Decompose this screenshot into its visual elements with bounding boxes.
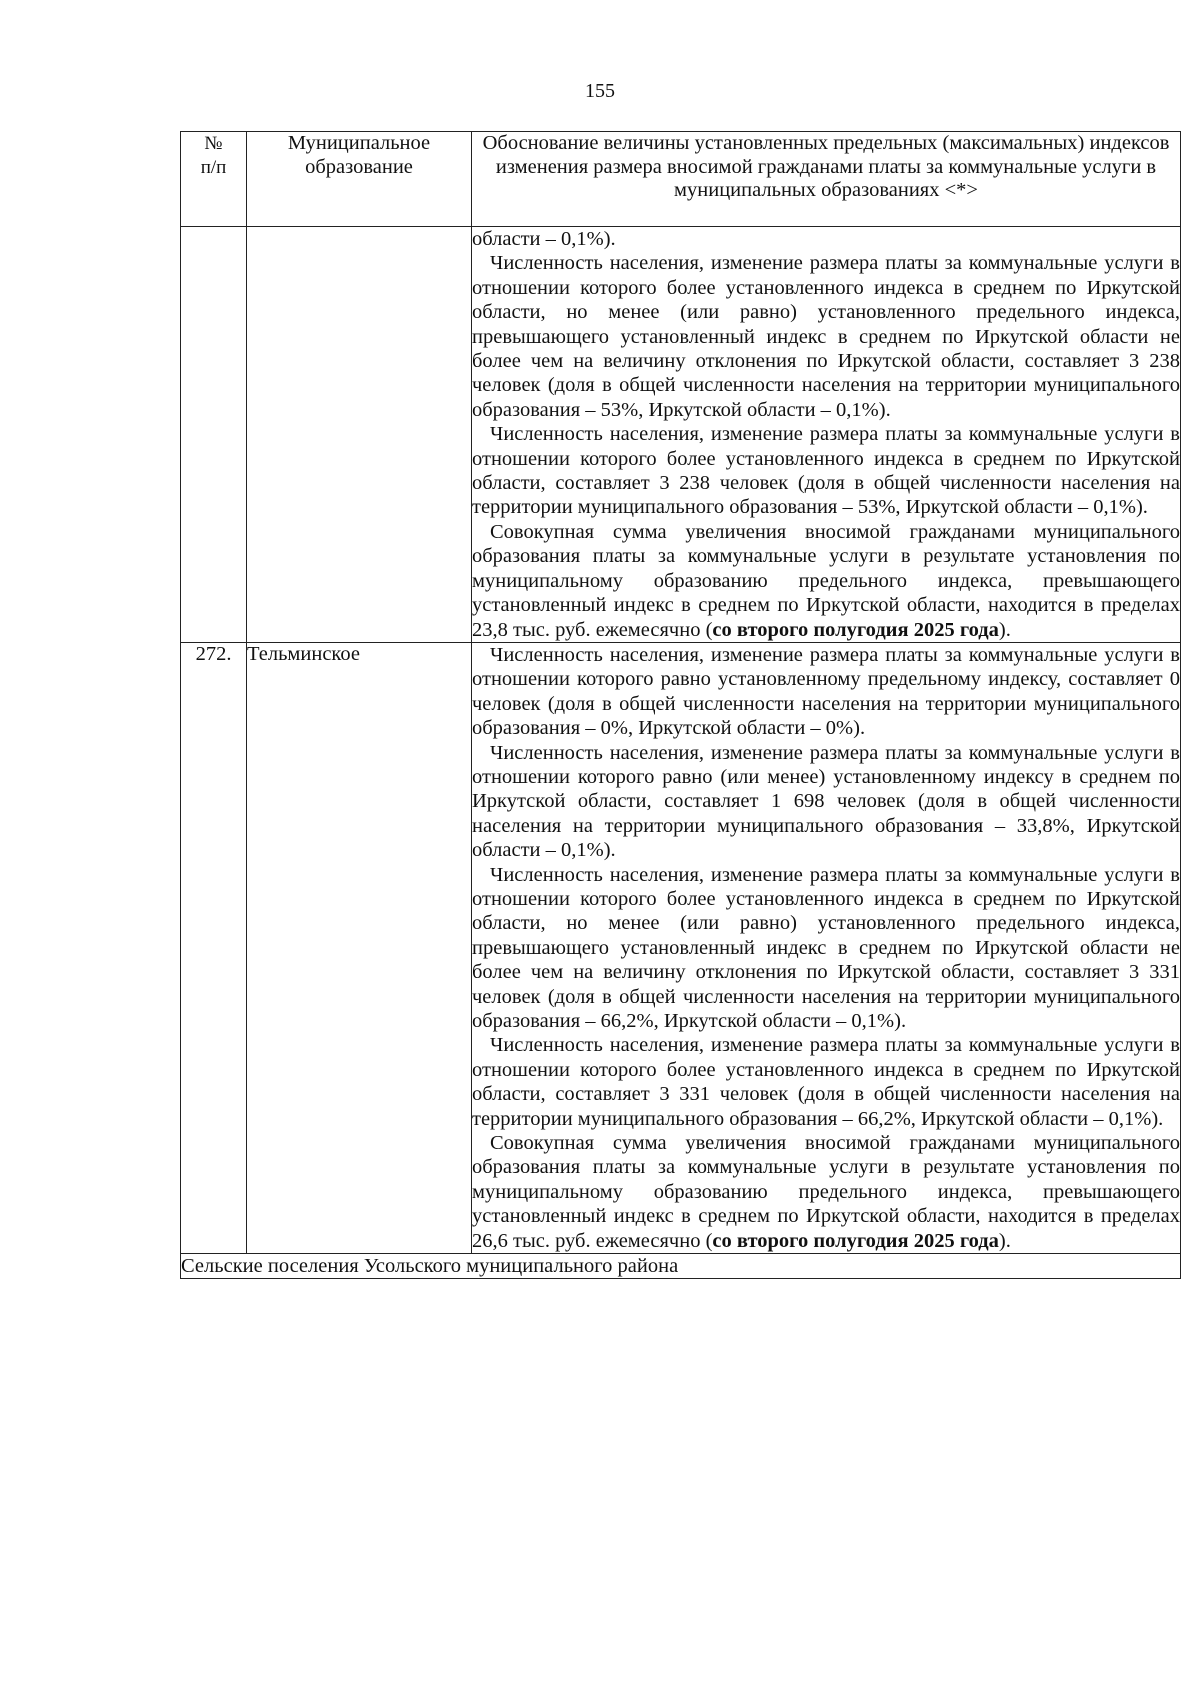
- justification-paragraph: [472, 1131, 1180, 1253]
- header-number: [181, 132, 247, 227]
- paragraph-text: области – 0,1%).: [472, 228, 616, 250]
- paragraph-text: Совокупная сумма увеличения вносимой гражданами муниципального образования платы за коммунальные услуги в результате установления по муниципальному образованию предельного индекса, превышающего установленный индекс в среднем по Иркутской области, находится в пределах 23,8 тыс. руб. ежемесячно (: [472, 520, 1180, 641]
- table-row: [181, 227, 1181, 643]
- paragraph-text: Совокупная сумма увеличения вносимой гражданами муниципального образования платы за коммунальные услуги в результате установления по муниципальному образованию предельного индекса, превышающего установленный индекс в среднем по Иркутской области, находится в пределах 26,6 тыс. руб. ежемесячно (: [472, 1132, 1180, 1252]
- justification-paragraph: [472, 422, 1180, 520]
- paragraph-text: Численность населения, изменение размера платы за коммунальные услуги в отношении которого более установленного индекса в среднем по Иркутской области, составляет 3 331 человек (доля в общей численности населения на территории муниципального образования – 66,2%, Иркутской области – 0,1%).: [472, 1034, 1180, 1130]
- row-number: [181, 227, 247, 643]
- justification-paragraph: [472, 251, 1180, 422]
- header-municipality-label: Муниципальное образование: [287, 132, 431, 178]
- paragraph-text: Численность населения, изменение размера платы за коммунальные услуги в отношении которого более установленного индекса в среднем по Иркутской области, но менее (или равно) установленного предельного индекса, превышающего установленный индекс в среднем по Иркутской области не более чем на величину отклонения по Иркутской области, составляет 3 331 человек (доля в общей численности населения на территории муниципального образования – 66,2%, Иркутской области – 0,1%).: [472, 863, 1180, 1032]
- paragraph-text: Численность населения, изменение размера платы за коммунальные услуги в отношении которого равно (или менее) установленному индексу в среднем по Иркутской области, составляет 1 698 человек (доля в общей численности населения на территории муниципального образования – 33,8%, Иркутской области – 0,1%).: [472, 741, 1180, 862]
- header-number-label: № п/п: [200, 133, 227, 178]
- justification-paragraph: [472, 643, 1180, 741]
- header-municipality: [247, 132, 472, 227]
- paragraph-bold-period: со второго полугодия 2025 года: [712, 1229, 999, 1252]
- paragraph-tail: ).: [998, 618, 1011, 641]
- paragraph-text: Численность населения, изменение размера платы за коммунальные услуги в отношении которого более установленного индекса в среднем по Иркутской области, составляет 3 238 человек (доля в общей численности населения на территории муниципального образования – 53%, Иркутской области – 0,1%).: [472, 423, 1180, 519]
- table-header-row: [181, 132, 1181, 227]
- row-municipality: [247, 227, 472, 643]
- header-justification: [472, 132, 1181, 227]
- row-number: 272.: [181, 642, 247, 1253]
- justification-paragraph: [472, 741, 1180, 863]
- justification-paragraph: [472, 1033, 1180, 1131]
- row-justification: [472, 227, 1181, 643]
- paragraph-text: Численность населения, изменение размера платы за коммунальные услуги в отношении которого более установленного индекса в среднем по Иркутской области, но менее (или равно) установленного предельного индекса, превышающего установленный индекс в среднем по Иркутской области не более чем на величину отклонения по Иркутской области, составляет 3 238 человек (доля в общей численности населения на территории муниципального образования – 53%, Иркутской области – 0,1%).: [472, 252, 1180, 421]
- index-justification-table: [180, 131, 1181, 1279]
- paragraph-text: Численность населения, изменение размера платы за коммунальные услуги в отношении которого равно установленному предельному индексу, составляет 0 человек (доля в общей численности населения на территории муниципального образования – 0%, Иркутской области – 0%).: [472, 643, 1180, 740]
- header-justification-label: Обоснование величины установленных предельных (максимальных) индексов изменения размера вносимой гражданами платы за коммунальные услуги в муниципальных образованиях <*>: [482, 132, 1170, 201]
- justification-paragraph: [472, 863, 1180, 1034]
- table-row: [181, 642, 1181, 1253]
- justification-paragraph: [472, 227, 1180, 251]
- page-number: 155: [585, 80, 615, 102]
- justification-paragraph: [472, 520, 1180, 642]
- paragraph-bold-period: со второго полугодия 2025 года: [712, 618, 999, 641]
- section-footer-row: [181, 1254, 1181, 1279]
- section-footer: Сельские поселения Усольского муниципального района: [181, 1254, 1181, 1279]
- row-justification: [472, 642, 1181, 1253]
- paragraph-tail: ).: [998, 1229, 1011, 1252]
- row-municipality: Тельминское: [247, 642, 472, 1253]
